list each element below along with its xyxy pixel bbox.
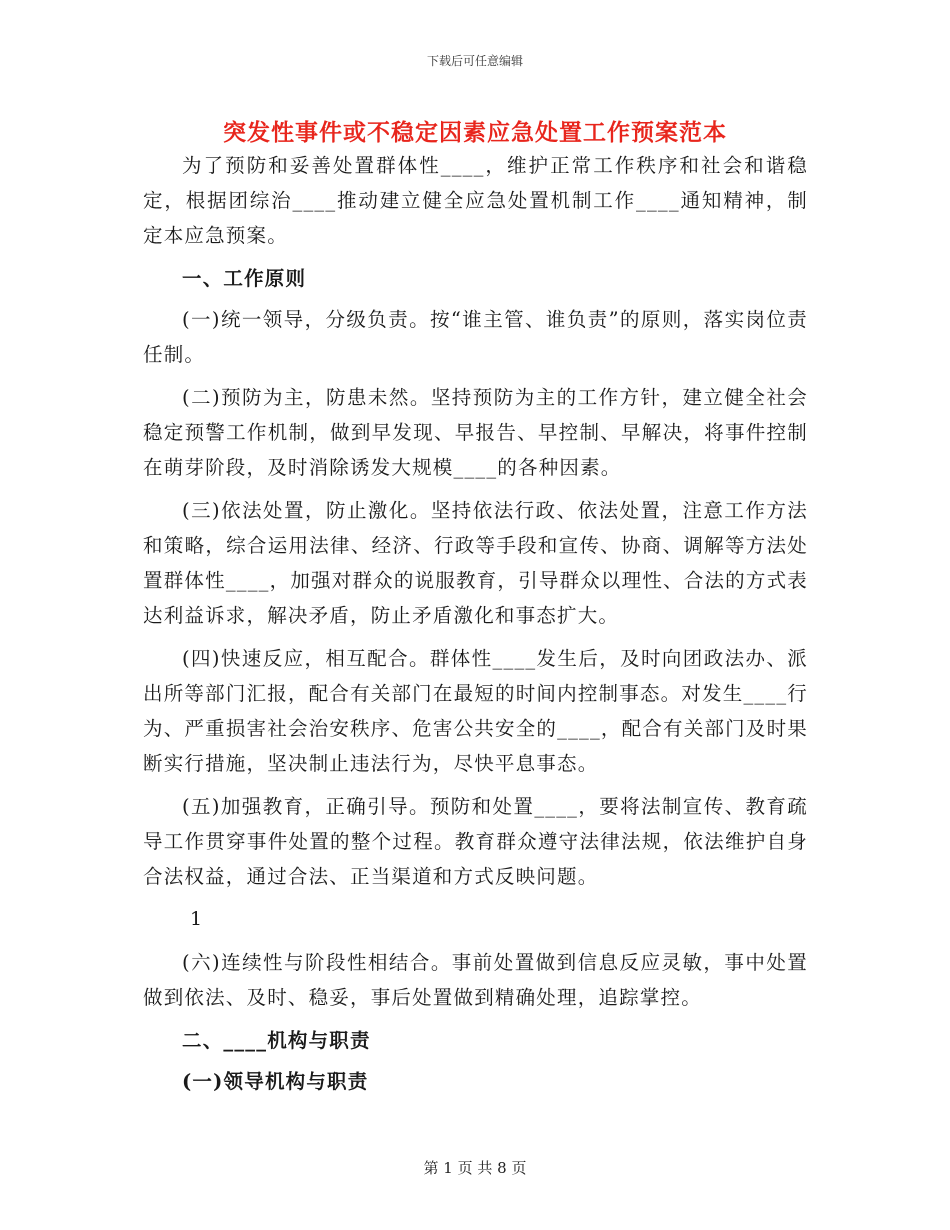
section-heading-organization: 二、____机构与职责 (182, 1029, 371, 1052)
subsection-heading-leadership: (一)领导机构与职责 (182, 1070, 369, 1093)
document-title: 突发性事件或不稳定因素应急处置工作预案范本 (223, 119, 727, 146)
page-footer: 第 1 页 共 8 页 (423, 1159, 527, 1177)
header-note: 下载后可任意编辑 (426, 54, 523, 68)
principle-6: (六)连续性与阶段性相结合。事前处置做到信息反应灵敏，事中处置做到依法、及时、稳妥，事后处置做到精确处理，追踪掌控。 (143, 951, 808, 1009)
inline-page-number: 1 (190, 908, 203, 930)
section-heading-principles: 一、工作原则 (182, 267, 307, 290)
principle-5: (五)加强教育，正确引导。预防和处置____，要将法制宣传、教育疏导工作贯穿事件处置的整个过程。教育群众遵守法律法规，依法维护自身合法权益，通过合法、正当渠道和方式反映问题。 (143, 795, 808, 888)
intro-paragraph: 为了预防和妥善处置群体性____，维护正常工作秩序和社会和谐稳定，根据团综治____推动建立健全应急处置机制工作____通知精神，制定本应急预案。 (143, 154, 808, 247)
principle-2: (二)预防为主，防患未然。坚持预防为主的工作方针，建立健全社会稳定预警工作机制，做到早发现、早报告、早控制、早解决，将事件控制在萌芽阶段，及时消除诱发大规模____的各种因素。 (143, 386, 808, 479)
principle-4: (四)快速反应，相互配合。群体性____发生后，及时向团政法办、派出所等部门汇报，配合有关部门在最短的时间内控制事态。对发生____行为、严重损害社会治安秩序、危害公共安全的____，配合有关部门及时果断实行措施，坚决制止违法行为，尽快平息事态。 (143, 647, 808, 775)
principle-3: (三)依法处置，防止激化。坚持依法行政、依法处置，注意工作方法和策略，综合运用法律、经济、行政等手段和宣传、协商、调解等方法处置群体性____，加强对群众的说服教育，引导群众以理性、合法的方式表达利益诉求，解决矛盾，防止矛盾激化和事态扩大。 (143, 499, 808, 627)
principle-1: (一)统一领导，分级负责。按“谁主管、谁负责”的原则，落实岗位责任制。 (143, 308, 808, 366)
document-body (143, 148, 808, 1105)
